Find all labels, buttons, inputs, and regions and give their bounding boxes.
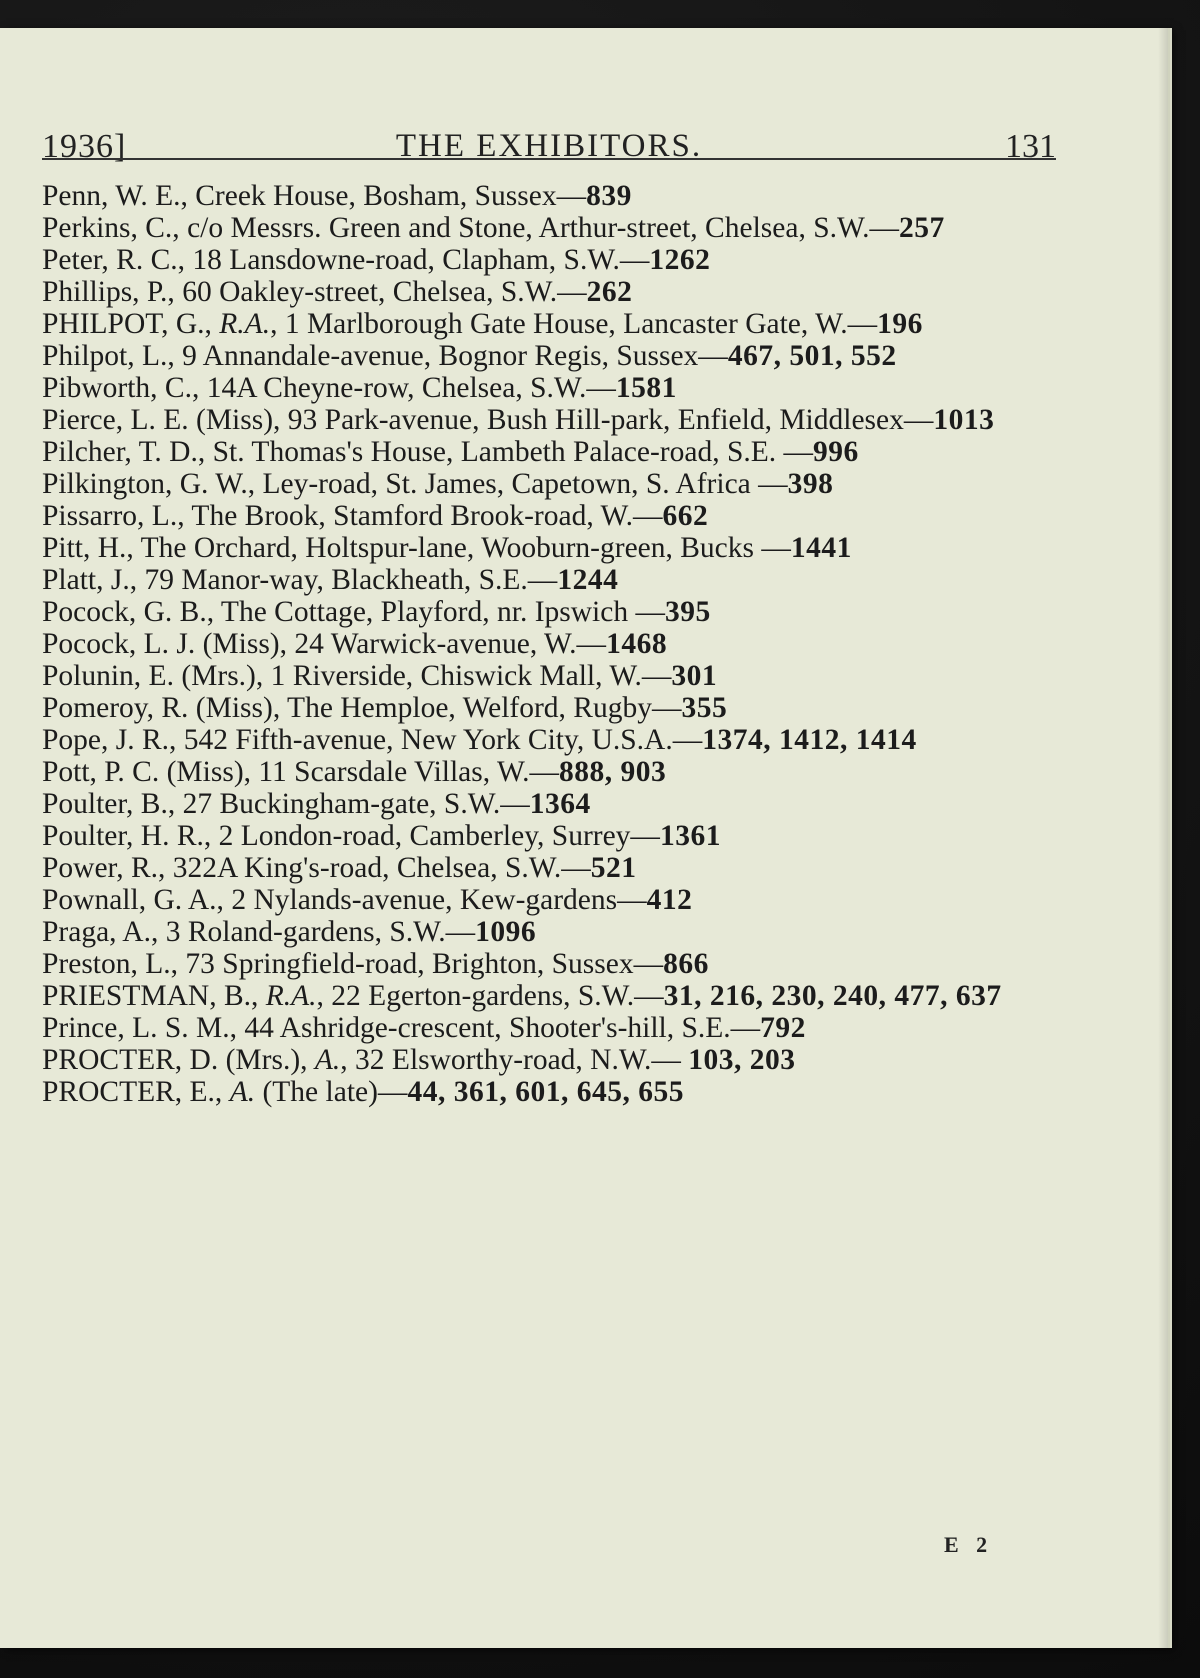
exhibitor-name: Pierce, L. E. (Miss), — [42, 404, 281, 436]
exhibitor-address: (The late)— — [255, 1076, 408, 1108]
exhibitor-entry — [42, 372, 1056, 404]
catalogue-numbers: 467, 501, 552 — [727, 340, 897, 372]
exhibitor-address: 11 Scarsdale Villas, W.— — [251, 756, 559, 788]
exhibitor-address: , 32 Elsworthy-road, N.W.— — [340, 1044, 689, 1076]
exhibitor-name: Platt, J., — [42, 564, 138, 596]
catalogue-numbers: 31, 216, 230, 240, 477, 637 — [663, 980, 1002, 1012]
page-number: 131 — [1005, 128, 1056, 165]
exhibitor-entry — [42, 532, 1056, 564]
exhibitor-name: PROCTER, E., — [42, 1076, 223, 1108]
exhibitor-name: Praga, A., — [42, 916, 159, 948]
catalogue-numbers: 355 — [681, 692, 728, 724]
exhibitor-name: Penn, W. E., — [42, 180, 188, 212]
exhibitor-name: Prince, L. S. M., — [42, 1012, 238, 1044]
academy-rank: A. — [314, 1044, 341, 1076]
exhibitor-entry — [42, 788, 1056, 820]
exhibitor-name: PROCTER, D. (Mrs.), — [42, 1044, 308, 1076]
academy-rank: R.A. — [219, 308, 271, 340]
exhibitor-entry — [42, 852, 1056, 884]
catalogue-numbers: 395 — [664, 596, 711, 628]
exhibitor-address: Ley-road, St. James, Capetown, S. Africa — — [255, 468, 788, 500]
exhibitor-address: 24 Warwick-avenue, W.— — [287, 628, 607, 660]
catalogue-numbers: 1581 — [615, 372, 677, 404]
exhibitor-address: 93 Park-avenue, Bush Hill-park, Enfield, Middlesex— — [280, 404, 934, 436]
signature-mark: E 2 — [944, 1532, 994, 1557]
exhibitor-address: 18 Lansdowne-road, Clapham, S.W.— — [185, 244, 650, 276]
exhibitor-entry — [42, 468, 1056, 500]
exhibitor-entry — [42, 564, 1056, 596]
exhibitor-name: Philpot, L., — [42, 340, 175, 372]
exhibitor-address: 3 Roland-gardens, S.W.— — [158, 916, 476, 948]
exhibitor-entry — [42, 244, 1056, 276]
exhibitor-name: PRIESTMAN, B., — [42, 980, 259, 1012]
academy-rank: R.A. — [265, 980, 317, 1012]
exhibitor-address: 2 Nylands-avenue, Kew-gardens— — [223, 884, 647, 916]
exhibitor-name: Poulter, B., — [42, 788, 176, 820]
exhibitor-name: Poulter, H. R., — [42, 820, 212, 852]
exhibitor-name: Power, R., — [42, 852, 166, 884]
catalogue-numbers: 196 — [877, 308, 923, 340]
running-head-year: 1936] — [42, 128, 127, 165]
catalogue-numbers: 792 — [760, 1012, 806, 1044]
exhibitor-entry — [42, 596, 1056, 628]
exhibitor-address: 14A Cheyne-row, Chelsea, S.W.— — [199, 372, 616, 404]
exhibitor-entry — [42, 180, 1056, 212]
exhibitor-entry — [42, 628, 1056, 660]
exhibitor-address: St. Thomas's House, Lambeth Palace-road, S.E. — — [205, 436, 814, 468]
exhibitor-name: Pitt, H., — [42, 532, 134, 564]
exhibitor-entry — [42, 404, 1056, 436]
catalogue-numbers: 44, 361, 601, 645, 655 — [407, 1076, 684, 1108]
exhibitor-list — [42, 180, 1056, 1108]
exhibitor-name: Perkins, C., — [42, 212, 180, 244]
header-rule — [42, 158, 1056, 160]
exhibitor-entry — [42, 980, 1056, 1012]
exhibitor-address: The Orchard, Holtspur-lane, Wooburn-green, Bucks — — [133, 532, 791, 564]
exhibitor-address: Creek House, Bosham, Sussex— — [187, 180, 587, 212]
exhibitor-name: Preston, L., — [42, 948, 179, 980]
exhibitor-name: Pilkington, G. W., — [42, 468, 256, 500]
exhibitor-name: Phillips, P., — [42, 276, 175, 308]
exhibitor-entry — [42, 948, 1056, 980]
catalogue-numbers: 1374, 1412, 1414 — [702, 724, 917, 756]
catalogue-numbers: 412 — [646, 884, 693, 916]
catalogue-numbers: 866 — [663, 948, 709, 980]
exhibitor-entry — [42, 884, 1056, 916]
catalogue-numbers: 1244 — [557, 564, 619, 596]
catalogue-numbers: 839 — [586, 180, 632, 212]
exhibitor-entry — [42, 1076, 1056, 1108]
exhibitor-address: 9 Annandale-avenue, Bognor Regis, Sussex— — [174, 340, 728, 372]
exhibitor-address: 542 Fifth-avenue, New York City, U.S.A.— — [176, 724, 703, 756]
catalogue-numbers: 398 — [787, 468, 834, 500]
exhibitor-entry — [42, 212, 1056, 244]
catalogue-numbers: 301 — [671, 660, 718, 692]
exhibitor-name: Pilcher, T. D., — [42, 436, 206, 468]
exhibitor-entry — [42, 916, 1056, 948]
catalogue-numbers: 1361 — [659, 820, 721, 852]
exhibitor-name: Pissarro, L., — [42, 500, 185, 532]
exhibitor-entry — [42, 724, 1056, 756]
exhibitor-address: 60 Oakley-street, Chelsea, S.W.— — [174, 276, 587, 308]
catalogue-numbers: 257 — [898, 212, 945, 244]
exhibitor-entry — [42, 756, 1056, 788]
exhibitor-address: 44 Ashridge-crescent, Shooter's-hill, S.E.— — [237, 1012, 761, 1044]
catalogue-numbers: 1262 — [649, 244, 711, 276]
running-head — [42, 128, 1056, 184]
catalogue-numbers: 103, 203 — [688, 1044, 796, 1076]
catalogue-numbers: 521 — [590, 852, 637, 884]
catalogue-numbers: 1096 — [475, 916, 537, 948]
exhibitor-address: 2 London-road, Camberley, Surrey— — [211, 820, 660, 852]
exhibitor-address: 79 Manor-way, Blackheath, S.E.— — [137, 564, 558, 596]
catalogue-numbers: 262 — [586, 276, 633, 308]
exhibitor-entry — [42, 276, 1056, 308]
exhibitor-entry — [42, 692, 1056, 724]
catalogue-numbers: 888, 903 — [558, 756, 667, 788]
exhibitor-name: Pott, P. C. (Miss), — [42, 756, 252, 788]
exhibitor-address: The Cottage, Playford, nr. Ipswich — — [214, 596, 665, 628]
exhibitor-entry — [42, 1044, 1056, 1076]
catalogue-numbers: 996 — [813, 436, 859, 468]
exhibitor-entry — [42, 436, 1056, 468]
exhibitor-address: The Hemploe, Welford, Rugby— — [280, 692, 682, 724]
catalogue-numbers: 1468 — [606, 628, 668, 660]
exhibitor-address: , 1 Marlborough Gate House, Lancaster Gate, W.— — [270, 308, 878, 340]
exhibitor-name: Pomeroy, R. (Miss), — [42, 692, 281, 724]
exhibitor-entry — [42, 660, 1056, 692]
exhibitor-entry — [42, 820, 1056, 852]
exhibitor-address: The Brook, Stamford Brook-road, W.— — [184, 500, 663, 532]
exhibitor-name: Polunin, E. (Mrs.), — [42, 660, 264, 692]
catalogue-numbers: 1013 — [933, 404, 995, 436]
catalogue-numbers: 1441 — [790, 532, 852, 564]
exhibitor-entry — [42, 1012, 1056, 1044]
exhibitor-address: c/o Messrs. Green and Stone, Arthur-street, Chelsea, S.W.— — [179, 212, 899, 244]
exhibitor-address: , 22 Egerton-gardens, S.W.— — [316, 980, 664, 1012]
exhibitor-address: 73 Springfield-road, Brighton, Sussex— — [178, 948, 664, 980]
exhibitor-name: Pocock, G. B., — [42, 596, 215, 628]
exhibitor-name: Pocock, L. J. (Miss), — [42, 628, 288, 660]
exhibitor-address: 322A King's-road, Chelsea, S.W.— — [165, 852, 591, 884]
exhibitor-address: 1 Riverside, Chiswick Mall, W.— — [263, 660, 672, 692]
exhibitor-name: Peter, R. C., — [42, 244, 186, 276]
exhibitor-name: PHILPOT, G., — [42, 308, 212, 340]
exhibitor-name: Pownall, G. A., — [42, 884, 224, 916]
exhibitor-entry — [42, 500, 1056, 532]
catalogue-numbers: 662 — [662, 500, 709, 532]
exhibitor-entry — [42, 308, 1056, 340]
exhibitor-entry — [42, 340, 1056, 372]
catalogue-numbers: 1364 — [529, 788, 591, 820]
academy-rank: A. — [229, 1076, 256, 1108]
exhibitor-name: Pibworth, C., — [42, 372, 200, 404]
exhibitor-address: 27 Buckingham-gate, S.W.— — [175, 788, 530, 820]
running-head-title: THE EXHIBITORS. — [395, 128, 703, 164]
exhibitor-name: Pope, J. R., — [42, 724, 177, 756]
